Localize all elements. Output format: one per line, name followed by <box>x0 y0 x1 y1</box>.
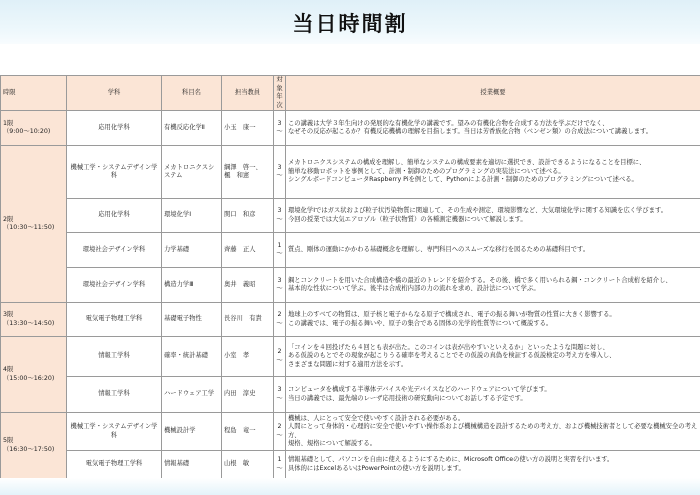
teacher-cell: 奥井 義昭 <box>222 268 274 303</box>
table-row <box>1 146 700 199</box>
subject-cell: 構造力学Ⅲ <box>162 268 222 303</box>
footer-band <box>0 478 700 495</box>
target-year-cell: 3～ <box>274 111 286 146</box>
teacher-cell: 小室 孝 <box>222 337 274 377</box>
table-header-row <box>1 76 700 111</box>
overview-cell: 情報基礎として、パソコンを自由に使えるようにするために、Microsoft Officeの使い方の説明と実習を行います。 具体的にはExcelあるいはPowerPointの使い方を説明します。 <box>286 451 700 479</box>
department-cell: 電気電子物理工学科 <box>67 451 162 479</box>
overview-cell: 「コインを４回投げたら４回とも表が出た。このコインは表が出やすいといえるか」といったような問題に対し、 ある仮説のもとでその現象が起こりうる確率を考えることでその仮説の真偽を検証する仮説検定の考え方を導入し、 さまざまな問題に対する適用方法を示す。 <box>286 337 700 377</box>
table-row <box>1 303 700 337</box>
subject-cell: 機械設計学 <box>162 413 222 451</box>
table-row <box>1 268 700 303</box>
target-year-cell: 3～ <box>274 377 286 413</box>
department-cell: 環境社会デザイン学科 <box>67 268 162 303</box>
table-row <box>1 451 700 479</box>
department-cell: 情報工学科 <box>67 337 162 377</box>
period-3: 3限 （13:30～14:50) <box>1 303 67 337</box>
period-1: 1限 （9:00～10:20) <box>1 111 67 146</box>
timetable <box>0 75 700 479</box>
table-row <box>1 233 700 268</box>
subject-cell: 情報基礎 <box>162 451 222 479</box>
department-cell: 電気電子物理工学科 <box>67 303 162 337</box>
subject-cell: ハードウェア工学 <box>162 377 222 413</box>
overview-cell: メカトロニクスシステムの構成を理解し、簡単なシステムの構成要素を適切に選択でき、設計できるようになることを目標に、 簡単な移動ロボットを事例として、計測・制御のためのプログラミングの実装法について述べる。 シングルボードコンピュータRaspberry Piを例として、Pythonによる計測・制御のためのプログラミングについて述べる。 <box>286 146 700 199</box>
period-5: 5限 （16:30～17:50) <box>1 413 67 479</box>
target-year-cell: 3～ <box>274 146 286 199</box>
table-row <box>1 111 700 146</box>
subject-cell: 環境化学Ⅰ <box>162 199 222 233</box>
header-teacher: 担当教員 <box>222 76 274 111</box>
teacher-cell: 関口 和彦 <box>222 199 274 233</box>
overview-cell: 質点、剛体の運動にかかわる基礎概念を理解し、専門科目へのスムーズな移行を図るための基礎科目です。 <box>286 233 700 268</box>
table-row <box>1 413 700 451</box>
table-row <box>1 199 700 233</box>
header-target-year: 対象 年次 <box>274 76 286 111</box>
header-subject: 科目名 <box>162 76 222 111</box>
target-year-cell: 3～ <box>274 199 286 233</box>
department-cell: 機械工学・システムデザイン学科 <box>67 413 162 451</box>
table-row <box>1 377 700 413</box>
overview-cell: この講義は大学３年生向けの発展的な有機化学の講義です。望みの有機化合物を合成する方法を学ぶだけでなく、 なぜその反応が起こるか？有機反応機構の理解を目指します。当日は芳香族化合物（ベンゼン類）の合成法について講義します。 <box>286 111 700 146</box>
overview-cell: 機械は、人にとって安全で使いやすく設計される必要がある。 人間にとって身体的・心理的に安全で使いやすい操作系および機械構造を設計するための考え方、および機械技術者として必要な機械安全の考え方、 規格、規格について解説する。 <box>286 413 700 451</box>
header-overview: 授業概要 <box>286 76 700 111</box>
teacher-cell: 齊藤 正人 <box>222 233 274 268</box>
table-row <box>1 337 700 377</box>
subject-cell: メカトロニクスシステム <box>162 146 222 199</box>
page-title: 当日時間割 <box>292 12 408 36</box>
target-year-cell: 2～ <box>274 303 286 337</box>
department-cell: 環境社会デザイン学科 <box>67 233 162 268</box>
department-cell: 応用化学科 <box>67 199 162 233</box>
department-cell: 応用化学科 <box>67 111 162 146</box>
department-cell: 機械工学・システムデザイン学科 <box>67 146 162 199</box>
target-year-cell: 1～ <box>274 451 286 479</box>
teacher-cell: 内田 淳史 <box>222 377 274 413</box>
teacher-cell: 長谷川 有貴 <box>222 303 274 337</box>
subject-cell: 基礎電子物性 <box>162 303 222 337</box>
overview-cell: 鋼とコンクリートを用いた合成構造や橋の最近のトレンドを紹介する。その後、橋で多く用いられる鋼・コンクリート合成桁を紹介し、 基本的な性状について学ぶ。後半は合成桁内部の力の流れを求め、設計法について学ぶ。 <box>286 268 700 303</box>
subject-cell: 確率・統計基礎 <box>162 337 222 377</box>
target-year-cell: 2～ <box>274 413 286 451</box>
period-4: 4限 （15:00～16:20) <box>1 337 67 413</box>
subject-cell: 有機反応化学Ⅱ <box>162 111 222 146</box>
overview-cell: コンピュータを構成する半導体デバイスや光デバイスなどのハードウェアについて学びます。 当日の講義では、最先端のレーザ応用技術の研究動向についてお話しする予定です。 <box>286 377 700 413</box>
teacher-cell: 小玉 康一 <box>222 111 274 146</box>
header-period: 時限 <box>1 76 67 111</box>
overview-cell: 地球上のすべての物質は、原子核と電子からなる原子で構成され、電子の振る舞いが物質の性質に大きく影響する。 この講義では、電子の振る舞いや、原子の集合である固体の光学的性質等について概説する。 <box>286 303 700 337</box>
teacher-cell: 綱澤 啓一、 楓 和憲 <box>222 146 274 199</box>
subject-cell: 力学基礎 <box>162 233 222 268</box>
overview-cell: 環境化学Ⅰではガス状および粒子状汚染物質に関連して、その生成や測定、環境影響など、大気環境化学に関する知識を広く学びます。 今回の授業では大気エアロゾル（粒子状物質）の各種測定機器について解説します。 <box>286 199 700 233</box>
header-department: 学科 <box>67 76 162 111</box>
period-2: 2限 （10:30～11:50) <box>1 146 67 303</box>
target-year-cell: 2～ <box>274 337 286 377</box>
teacher-cell: 程島 竜一 <box>222 413 274 451</box>
target-year-cell: 1～ <box>274 233 286 268</box>
department-cell: 情報工学科 <box>67 377 162 413</box>
target-year-cell: 3～ <box>274 268 286 303</box>
teacher-cell: 山根 敏 <box>222 451 274 479</box>
